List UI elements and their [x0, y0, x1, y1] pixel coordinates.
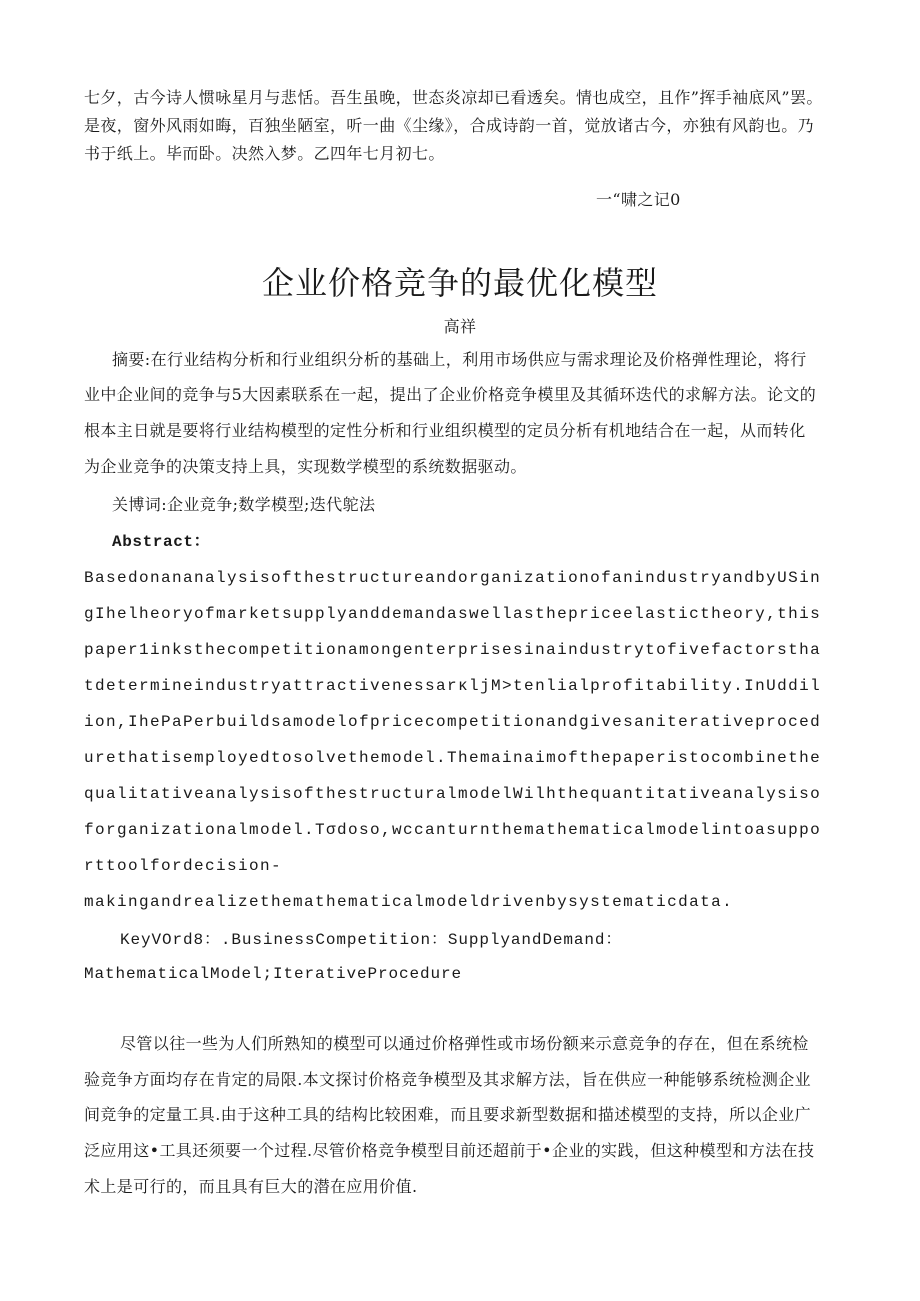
poem-line: 七夕，古今诗人惯咏星月与悲恬。吾生虽晚，世态炎凉却已看透矣。情也成空，且作”挥手袖底风”罢。 — [84, 88, 823, 107]
abstract-en-line: paper1inksthecompetitionamongenterprisesinaindustrytofivefactorstha — [84, 641, 822, 659]
keywords-cn: 关博词:企业竞争;数学模型;迭代鸵法 — [112, 495, 376, 514]
poem-line: 是夜，窗外风雨如晦，百独坐陋室，听一曲《尘缘》，合成诗韵一首，觉放诸古今，亦独有风韵也。乃 — [84, 116, 815, 135]
body-line: 尽管以往一些为人们所熟知的模型可以通过价格弹性或市场份额来示意竞争的存在，但在系统检 — [120, 1034, 809, 1053]
body-line: 术上是可行的，而且具有巨大的潜在应用价值. — [84, 1177, 418, 1196]
abstract-en-line: qualitativeanalysisofthestructuralmodelWilhthequantitativeanalysiso — [84, 785, 822, 803]
abstract-cn-line: 摘要:在行业结构分析和行业组织分析的基础上，利用市场供应与需求理论及价格弹性理论，将行 — [112, 350, 807, 369]
abstract-en-line: gIhelheoryofmarketsupplyanddemandaswellasthepriceelastictheory,this — [84, 605, 822, 623]
abstract-en-line: rttoolfordecision- — [84, 857, 283, 875]
body-line: 泛应用这•工具还须要一个过程.尽管价格竞争模型目前还超前于•企业的实践，但这种模型和方法在技 — [84, 1141, 815, 1160]
abstract-en-line: forganizationalmodel.Tσdoso,wccanturnthemathematicalmodelintoasuppo — [84, 821, 822, 839]
abstract-en-line: BasedonananalysisofthestructureandorganizationofanindustryandbyUSin — [84, 569, 822, 587]
abstract-en-line: makingandrealizethemathematicalmodeldrivenbysystematicdata. — [84, 893, 734, 911]
paper-author: 高祥 — [443, 317, 477, 336]
body-line: 间竞争的定量工具.由于这种工具的结构比较困难，而且要求新型数据和描述模型的支持，所以企业广 — [84, 1105, 812, 1124]
abstract-cn-line: 为企业竞争的决策支持上具，实现数学模型的系统数据驱动。 — [84, 457, 527, 476]
abstract-cn-line: 根本主日就是要将行业结构模型的定性分析和行业组织模型的定员分析有机地结合在一起，从而转化 — [84, 421, 806, 440]
body-line: 验竞争方面均存在肯定的局限.本文探讨价格竞争模型及其求解方法，旨在供应一种能够系统检测企业 — [84, 1070, 812, 1089]
poem-signature: 一“啸之记0 — [596, 190, 681, 209]
abstract-en-line: tdetermineindustryattractivenessarκljM>tenlialprofitability.InUddil — [84, 677, 822, 695]
keywords-en-line: KeyVOrd8：.BusinessCompetition：SupplyandDemand： — [120, 931, 623, 949]
abstract-en-label: Abstract： — [112, 533, 211, 551]
poem-line: 书于纸上。毕而卧。决然入梦。乙四年七月初七。 — [84, 144, 445, 163]
abstract-cn-line: 业中企业间的竞争与5大因素联系在一起，提出了企业价格竞争模里及其循环迭代的求解方法。论文的 — [84, 385, 817, 404]
keywords-en-line: MathematicalModel;IterativeProcedure — [84, 965, 463, 983]
abstract-en-line: urethatisemployedtosolvethemodel.Themainaimofthepaperistocombinethe — [84, 749, 822, 767]
paper-title: 企业价格竞争的最优化模型 — [261, 264, 658, 302]
abstract-en-line: ion,IhePaPerbuildsamodelofpricecompetitionandgivesaniterativeproced — [84, 713, 822, 731]
